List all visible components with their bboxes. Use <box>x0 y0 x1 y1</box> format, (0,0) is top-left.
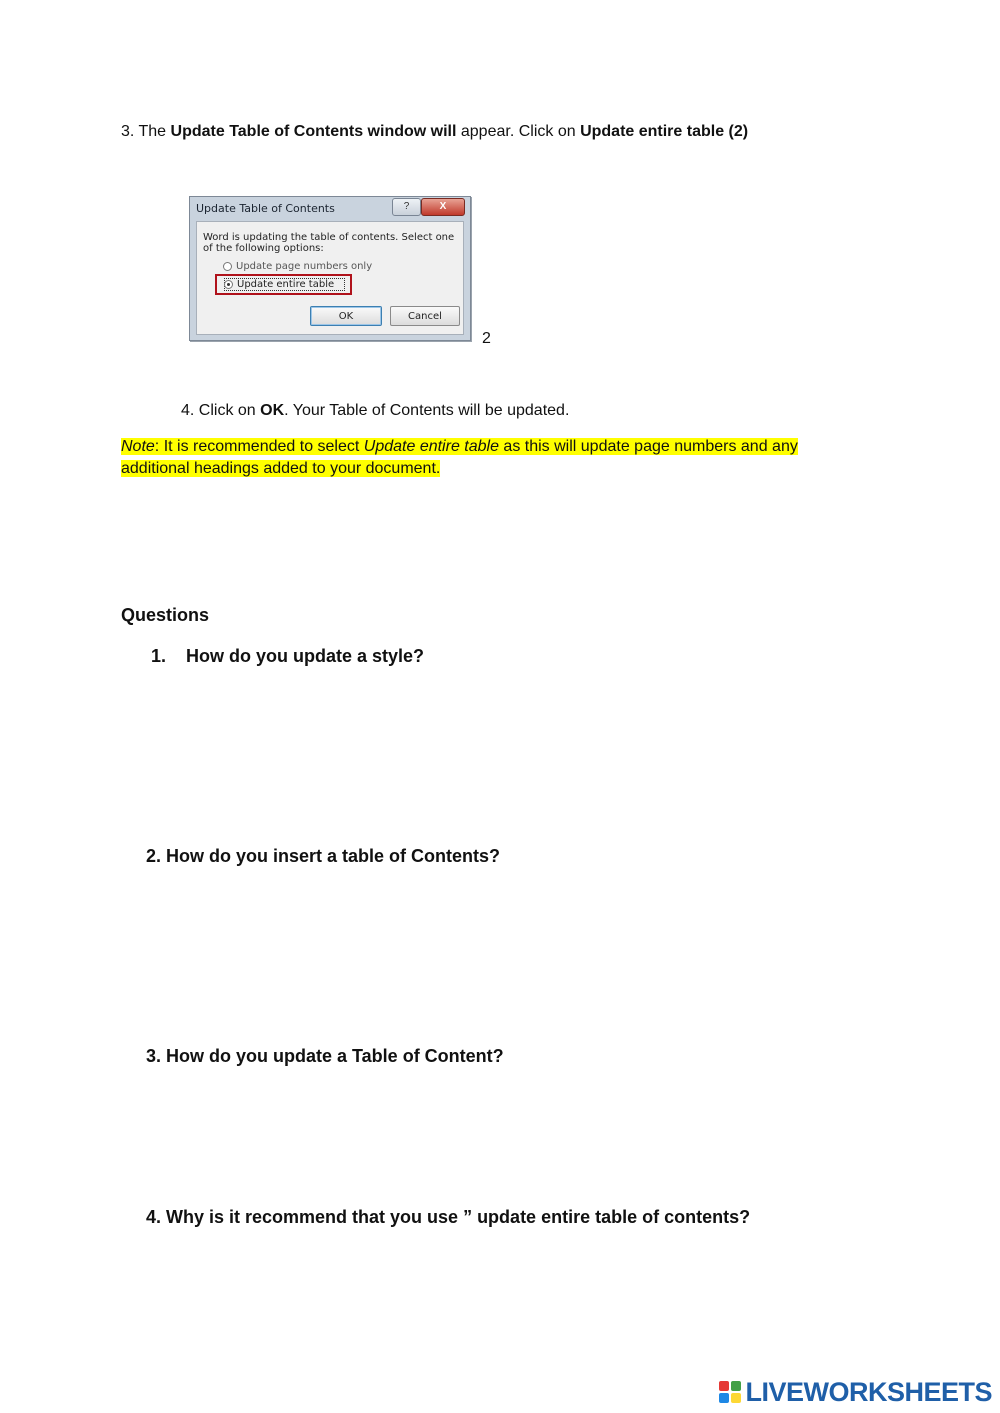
help-icon: ? <box>392 198 421 216</box>
questions-heading: Questions <box>121 605 210 625</box>
option-page-numbers-only: Update page numbers only <box>236 261 373 272</box>
close-icon: X <box>421 198 465 216</box>
liveworksheets-logo-icon <box>718 1380 742 1404</box>
dialog-message-line-1: Word is updating the table of contents. Select one <box>203 232 455 243</box>
question-1-number: 1. <box>151 646 167 666</box>
option-entire-table: Update entire table <box>237 279 335 290</box>
radio-page-numbers-only <box>223 262 232 271</box>
ok-button: OK <box>310 306 382 326</box>
question-2: 2. How do you insert a table of Contents? <box>146 846 501 866</box>
answer-area-3[interactable] <box>146 1080 826 1190</box>
step-4-instruction: 4. Click on OK. Your Table of Contents will be updated. <box>181 402 570 419</box>
question-1: How do you update a style? <box>186 646 425 666</box>
liveworksheets-logo <box>718 1377 992 1407</box>
question-4: 4. Why is it recommend that you use ” update entire table of contents? <box>146 1207 751 1227</box>
cancel-button: Cancel <box>390 306 460 326</box>
liveworksheets-logo-text: LIVEWORKSHEETS <box>745 1376 992 1407</box>
step-3-instruction: 3. The Update Table of Contents window will appear. Click on Update entire table (2) <box>121 123 749 140</box>
callout-number: 2 <box>482 330 491 347</box>
answer-area-1[interactable] <box>186 680 826 820</box>
note-line-2: additional headings added to your document. <box>121 460 441 477</box>
dialog-message-line-2: of the following options: <box>203 243 324 254</box>
radio-entire-table <box>224 280 233 289</box>
update-toc-dialog-image <box>189 196 471 341</box>
answer-area-4[interactable] <box>146 1240 846 1360</box>
note-line-1: Note: It is recommended to select Update entire table as this will update page numbers and any <box>121 438 798 455</box>
question-3: 3. How do you update a Table of Content? <box>146 1046 504 1066</box>
dialog-body <box>196 221 464 335</box>
dialog-title: Update Table of Contents <box>196 202 335 215</box>
answer-area-2[interactable] <box>146 880 826 1020</box>
